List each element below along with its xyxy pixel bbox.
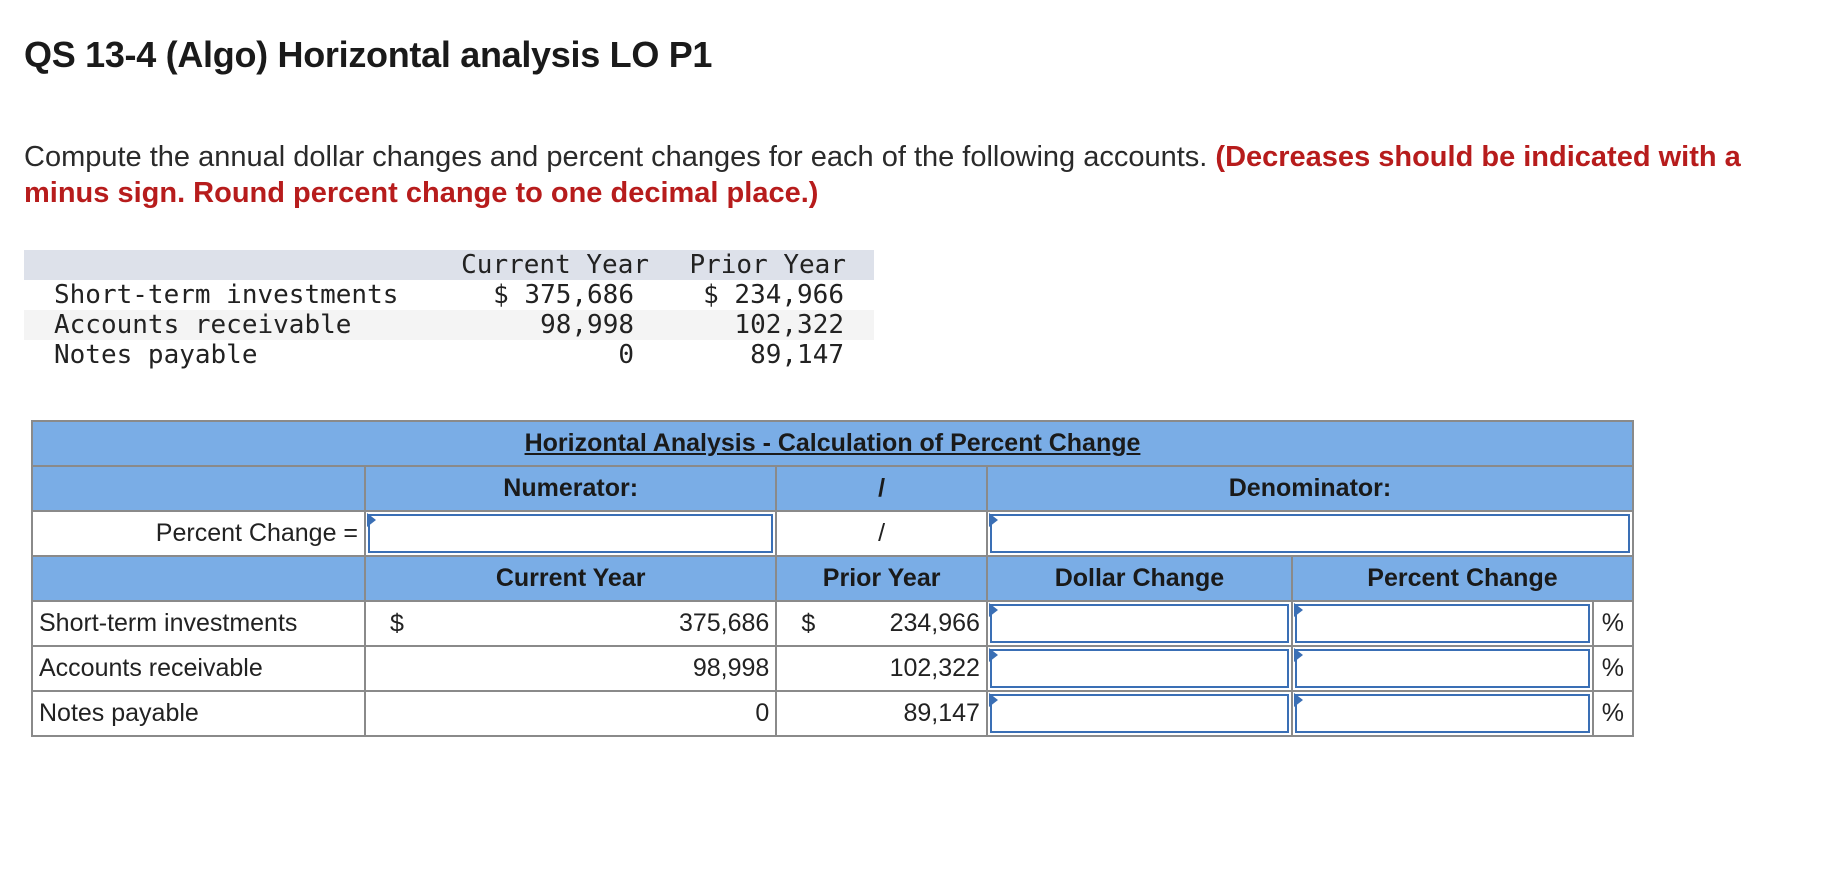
row-label: Accounts receivable <box>32 646 365 691</box>
given-header-prior-year: Prior Year <box>689 250 846 280</box>
numerator-label: Numerator: <box>365 466 776 511</box>
given-row-notes-payable <box>24 340 874 370</box>
denominator-select[interactable] <box>990 514 1630 553</box>
column-header-prior-year: Prior Year <box>776 556 987 601</box>
percent-change-cell <box>1292 601 1593 646</box>
given-row-prior: 102,322 <box>734 310 844 340</box>
numerator-select[interactable] <box>368 514 773 553</box>
table-row <box>32 691 1633 736</box>
instructions <box>24 139 1814 211</box>
blank-header-cell <box>32 556 365 601</box>
percent-change-input[interactable] <box>1295 604 1590 643</box>
percent-change-formula-label: Percent Change = <box>32 511 365 556</box>
divider-header: / <box>776 466 987 511</box>
percent-change-input[interactable] <box>1295 649 1590 688</box>
dropdown-indicator-icon <box>989 603 998 617</box>
dollar-change-input[interactable] <box>990 694 1289 733</box>
dollar-change-cell <box>987 691 1292 736</box>
currency-symbol: $ <box>390 609 404 637</box>
dollar-change-cell <box>987 646 1292 691</box>
dropdown-indicator-icon <box>367 513 376 527</box>
given-row-label: Short-term investments <box>54 280 399 310</box>
worksheet-caption-text: Horizontal Analysis - Calculation of Percent Change <box>524 429 1141 457</box>
prior-year-value <box>776 601 987 646</box>
current-year-value <box>365 601 776 646</box>
column-header-current-year: Current Year <box>365 556 776 601</box>
prior-year-amount: 234,966 <box>889 609 980 637</box>
current-year-amount: 98,998 <box>692 654 770 682</box>
current-year-amount: 375,686 <box>678 609 770 637</box>
prior-year-value <box>776 691 987 736</box>
dollar-change-cell <box>987 601 1292 646</box>
given-row-label: Notes payable <box>54 340 258 370</box>
given-row-prior: 89,147 <box>750 340 844 370</box>
row-label: Short-term investments <box>32 601 365 646</box>
dropdown-indicator-icon <box>1294 603 1303 617</box>
given-row-current: $ 375,686 <box>493 280 634 310</box>
dollar-change-input[interactable] <box>990 604 1289 643</box>
currency-symbol: $ <box>801 609 816 637</box>
dropdown-indicator-icon <box>1294 648 1303 662</box>
given-data-table <box>24 250 874 370</box>
instructions-emphasis: (Decreases should be indicated with a minus sign. Round percent change to one decimal place.) <box>24 141 1741 209</box>
given-header-current-year: Current Year <box>461 250 649 280</box>
prior-year-value <box>776 646 987 691</box>
column-header-dollar-change: Dollar Change <box>987 556 1292 601</box>
dropdown-indicator-icon <box>989 648 998 662</box>
dropdown-indicator-icon <box>989 693 998 707</box>
percent-change-cell <box>1292 646 1593 691</box>
column-header-percent-change: Percent Change <box>1292 556 1633 601</box>
current-year-value <box>365 646 776 691</box>
prior-year-amount: 102,322 <box>889 654 980 682</box>
given-row-prior: $ 234,966 <box>703 280 844 310</box>
table-row <box>32 601 1633 646</box>
percent-symbol: % <box>1593 691 1633 736</box>
percent-symbol: % <box>1593 601 1633 646</box>
percent-symbol: % <box>1593 646 1633 691</box>
given-row-short-term-investments <box>24 280 874 310</box>
denominator-label: Denominator: <box>987 466 1633 511</box>
given-row-current: 0 <box>618 340 634 370</box>
current-year-amount: 0 <box>755 699 770 727</box>
table-row <box>32 646 1633 691</box>
denominator-input-cell <box>987 511 1633 556</box>
row-label: Notes payable <box>32 691 365 736</box>
prior-year-amount: 89,147 <box>903 699 980 727</box>
instructions-text: Compute the annual dollar changes and percent changes for each of the following accounts. <box>24 141 1208 173</box>
worksheet-caption <box>32 421 1633 466</box>
percent-change-input[interactable] <box>1295 694 1590 733</box>
given-row-accounts-receivable <box>24 310 874 340</box>
dropdown-indicator-icon <box>1294 693 1303 707</box>
page-title: QS 13-4 (Algo) Horizontal analysis LO P1 <box>24 34 713 75</box>
current-year-value <box>365 691 776 736</box>
percent-change-cell <box>1292 691 1593 736</box>
blank-header-cell <box>32 466 365 511</box>
given-header-row <box>24 250 874 280</box>
numerator-input-cell <box>365 511 776 556</box>
dropdown-indicator-icon <box>989 513 998 527</box>
given-row-current: 98,998 <box>540 310 634 340</box>
given-row-label: Accounts receivable <box>54 310 352 340</box>
horizontal-analysis-worksheet <box>31 420 1634 737</box>
divider-symbol: / <box>776 511 987 556</box>
dollar-change-input[interactable] <box>990 649 1289 688</box>
